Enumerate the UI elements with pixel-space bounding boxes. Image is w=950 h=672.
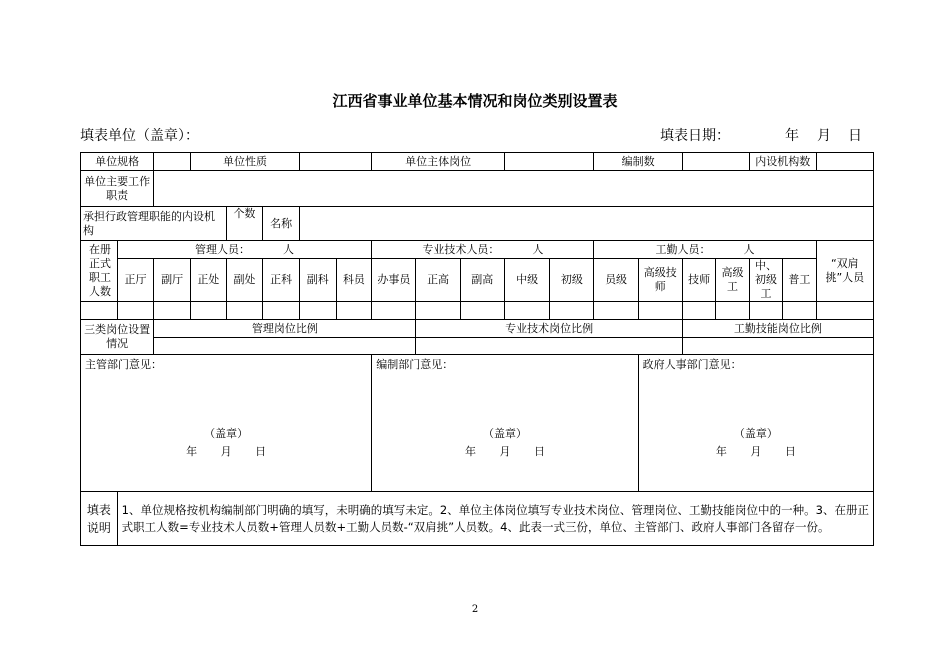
staff-cell[interactable] [299, 302, 336, 320]
hr-dept-opinion[interactable]: 政府人事部门意见： （盖章） 年 月 日 [638, 355, 873, 492]
date-day: 日 [848, 128, 862, 144]
three-posts-label: 三类岗位设置情况 [81, 320, 154, 355]
staff-cell[interactable] [117, 302, 154, 320]
worker-ratio-label: 工勤技能岗位比例 [682, 320, 873, 338]
staff-cell[interactable] [682, 302, 715, 320]
staff-cell[interactable] [716, 302, 749, 320]
basic-info-form [80, 152, 874, 546]
staff-cell[interactable] [460, 302, 504, 320]
staff-data-row [81, 302, 874, 320]
staff-cell[interactable] [416, 302, 460, 320]
col-yuanji: 员级 [594, 259, 638, 302]
seal-label: （盖章） [204, 427, 249, 440]
staff-count-label: 在册正式职工人数 [81, 241, 118, 302]
col-mid-junior-worker: 中、初级工 [749, 259, 782, 302]
staff-cell[interactable] [154, 302, 191, 320]
col-keyuan: 科员 [336, 259, 372, 302]
main-post-value[interactable] [504, 153, 594, 171]
mgmt-ratio-label: 管理岗位比例 [154, 320, 416, 338]
document-title: 江西省事业单位基本情况和岗位类别设置表 [332, 92, 618, 110]
staff-cell[interactable] [372, 302, 416, 320]
col-futing: 副厅 [154, 259, 191, 302]
staff-cell[interactable] [783, 302, 816, 320]
unit-nature-value[interactable] [299, 153, 371, 171]
date-month: 月 [817, 128, 831, 144]
staff-cell[interactable] [336, 302, 372, 320]
opinion-date: 年 月 日 [186, 445, 267, 458]
col-general-worker: 普工 [783, 259, 816, 302]
date-year: 年 [785, 128, 799, 144]
staffing-value[interactable] [682, 153, 749, 171]
staff-cell[interactable] [504, 302, 549, 320]
col-fugao: 副高 [460, 259, 504, 302]
staff-cell[interactable] [263, 302, 300, 320]
staff-cell[interactable] [191, 302, 227, 320]
col-senior-technician: 高级技师 [638, 259, 682, 302]
staff-cell[interactable] [594, 302, 638, 320]
main-duties-label: 单位主要工作职责 [81, 171, 154, 207]
worker-ratio-value[interactable] [682, 338, 873, 355]
main-post-label: 单位主体岗位 [372, 153, 505, 171]
tech-ratio-label: 专业技术岗位比例 [416, 320, 682, 338]
staff-total-cell[interactable] [81, 302, 118, 320]
col-zhengchu: 正处 [191, 259, 227, 302]
col-banshiyuan: 办事员 [372, 259, 416, 302]
staffing-dept-opinion[interactable]: 编制部门意见： （盖章） 年 月 日 [372, 355, 638, 492]
col-chuji: 初级 [550, 259, 594, 302]
col-zhengting: 正厅 [117, 259, 154, 302]
main-duties-value[interactable] [154, 171, 874, 207]
seal-label: （盖章） [482, 427, 527, 440]
col-fuke: 副科 [299, 259, 336, 302]
name-label: 名称 [263, 207, 300, 241]
notes-text: 1、单位规格按机构编制部门明确的填写，未明确的填写未定。2、单位主体岗位填写专业技术岗位、管理岗位、工勤技能岗位中的一种。3、在册正式职工人数=专业技术人员数+管理人员数+工勤人员数-“双肩挑”人员数。4、此表一式三份，单位、主管部门、政府人事部门各留存一份。 [117, 492, 873, 546]
fill-date-label: 填表日期： [660, 128, 730, 144]
staff-cell[interactable] [550, 302, 594, 320]
staff-cell[interactable] [816, 302, 873, 320]
staff-cell[interactable] [749, 302, 782, 320]
col-senior-worker: 高级工 [716, 259, 749, 302]
seal-label: （盖章） [733, 427, 778, 440]
opinion-date: 年 月 日 [464, 445, 545, 458]
supervisor-opinion[interactable]: 主管部门意见： （盖章） 年 月 日 [81, 355, 372, 492]
col-fuchu: 副处 [226, 259, 263, 302]
page-number: 2 [471, 604, 479, 615]
admin-orgs-label: 承担行政管理职能的内设机构 [81, 207, 227, 241]
dual-role-label: “双肩挑”人员 [816, 241, 873, 302]
internal-orgs-value[interactable] [816, 153, 873, 171]
staffing-label: 编制数 [594, 153, 682, 171]
unit-nature-label: 单位性质 [191, 153, 300, 171]
col-zhengke: 正科 [263, 259, 300, 302]
count-label: 个数 [226, 207, 263, 241]
tech-staff-label: 专业技术人员： 人 [372, 241, 594, 259]
staff-cell[interactable] [226, 302, 263, 320]
col-zhongji: 中级 [504, 259, 549, 302]
internal-orgs-label: 内设机构数 [749, 153, 816, 171]
fill-unit-label: 填表单位（盖章）： [80, 128, 199, 144]
mgmt-staff-label: 管理人员： 人 [117, 241, 372, 259]
col-technician: 技师 [682, 259, 715, 302]
col-zhenggao: 正高 [416, 259, 460, 302]
unit-scale-label: 单位规格 [81, 153, 154, 171]
staff-cell[interactable] [638, 302, 682, 320]
opinion-date: 年 月 日 [715, 445, 796, 458]
tech-ratio-value[interactable] [416, 338, 682, 355]
notes-label: 填表说明 [81, 492, 118, 546]
unit-scale-value[interactable] [154, 153, 191, 171]
worker-staff-label: 工勤人员： 人 [594, 241, 816, 259]
mgmt-ratio-value[interactable] [154, 338, 416, 355]
admin-orgs-value[interactable] [299, 207, 873, 241]
